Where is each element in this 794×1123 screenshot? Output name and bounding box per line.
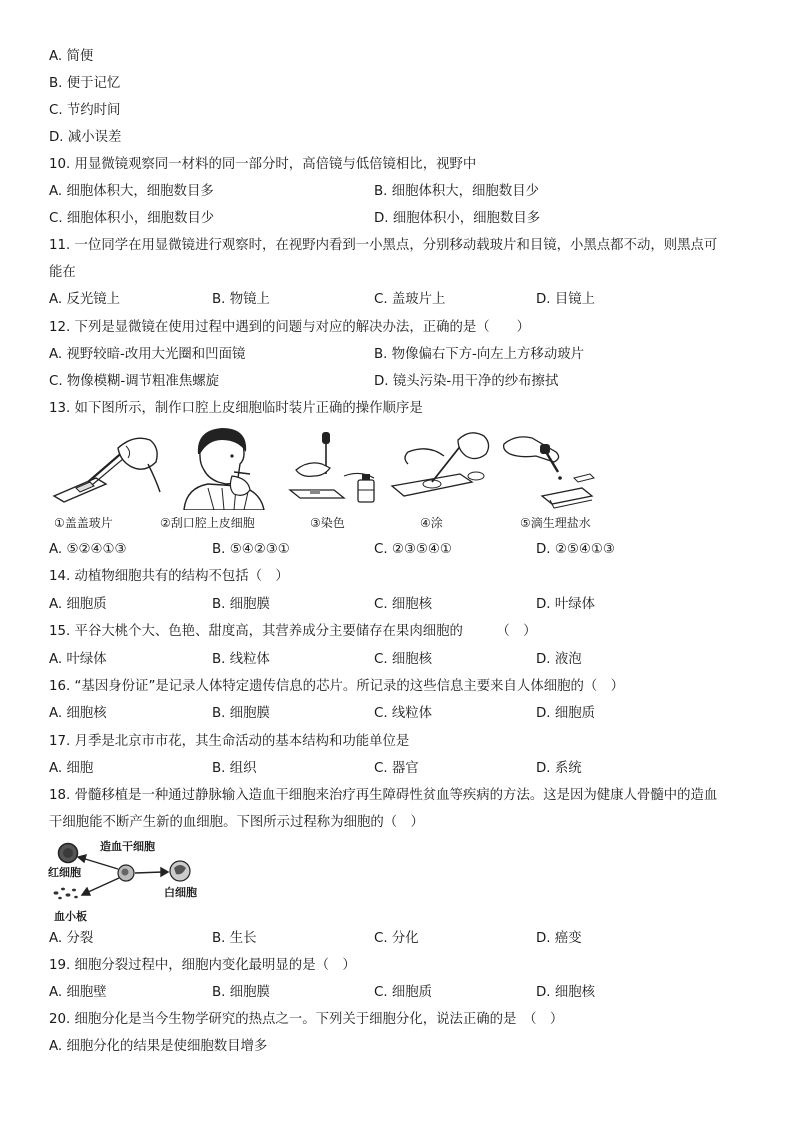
staining-illustration (284, 430, 384, 510)
q10-option-b: B. 细胞体积大，细胞数目少 (374, 184, 539, 199)
q18-option-a: A. 分裂 (49, 931, 94, 946)
option-c: C. 节约时间 (49, 103, 121, 118)
figure-caption-1: ①盖盖玻片 (54, 516, 113, 530)
blood-cell-differentiation-figure (46, 838, 216, 924)
question-18-stem-cont: 干细胞能不断产生新的血细胞。下图所示过程称为细胞的（ ） (49, 815, 424, 830)
q12-option-d: D. 镜头污染-用干净的纱布擦拭 (374, 374, 559, 389)
slide-procedure-figure (48, 426, 608, 530)
q18-option-d: D. 癌变 (536, 931, 582, 946)
q14-option-d: D. 叶绿体 (536, 597, 595, 612)
question-10-stem: 10. 用显微镜观察同一材料的同一部分时，高倍镜与低倍镜相比，视野中 (49, 157, 477, 172)
cover-slip-illustration (48, 430, 166, 510)
q11-option-d: D. 目镜上 (536, 292, 595, 307)
red-cell-label: 红细胞 (48, 866, 81, 879)
q15-option-c: C. 细胞核 (374, 652, 433, 667)
question-14-stem: 14. 动植物细胞共有的结构不包括（ ） (49, 569, 289, 584)
q14-option-c: C. 细胞核 (374, 597, 433, 612)
option-d: D. 减小误差 (49, 130, 122, 145)
question-18-stem: 18. 骨髓移植是一种通过静脉输入造血干细胞来治疗再生障碍性贫血等疾病的方法。这是因为健康人骨髓中的造血 (49, 788, 718, 803)
q10-option-c: C. 细胞体积小，细胞数目少 (49, 211, 215, 226)
q17-option-c: C. 器官 (374, 761, 419, 776)
option-b: B. 便于记忆 (49, 76, 121, 91)
cheek-scraping-illustration (178, 426, 268, 510)
q19-option-c: C. 细胞质 (374, 985, 433, 1000)
smearing-illustration (388, 430, 498, 510)
q19-option-b: B. 细胞膜 (212, 985, 270, 1000)
q10-option-a: A. 细胞体积大，细胞数目多 (49, 184, 214, 199)
q18-option-b: B. 生长 (212, 931, 257, 946)
q20-option-a: A. 细胞分化的结果是使细胞数目增多 (49, 1039, 268, 1054)
q16-option-d: D. 细胞质 (536, 706, 595, 721)
question-13-stem: 13. 如下图所示，制作口腔上皮细胞临时装片正确的操作顺序是 (49, 401, 423, 416)
q12-option-c: C. 物像模糊-调节粗准焦螺旋 (49, 374, 219, 389)
q16-option-a: A. 细胞核 (49, 706, 107, 721)
q17-option-b: B. 组织 (212, 761, 257, 776)
q16-option-c: C. 线粒体 (374, 706, 433, 721)
q17-option-a: A. 细胞 (49, 761, 94, 776)
q10-option-d: D. 细胞体积小，细胞数目多 (374, 211, 541, 226)
platelet-label: 血小板 (54, 910, 87, 923)
figure-caption-2: ②刮口腔上皮细胞 (160, 516, 255, 530)
q15-option-b: B. 线粒体 (212, 652, 270, 667)
q16-option-b: B. 细胞膜 (212, 706, 270, 721)
q13-option-d: D. ②⑤④①③ (536, 542, 615, 557)
platelet-icon (54, 888, 78, 900)
question-11-stem-cont: 能在 (49, 265, 76, 280)
q11-option-c: C. 盖玻片上 (374, 292, 446, 307)
figure-caption-4: ④涂 (420, 516, 443, 530)
question-20-stem: 20. 细胞分化是当今生物学研究的热点之一。下列关于细胞分化，说法正确的是 （ ） (49, 1012, 564, 1027)
q13-option-a: A. ⑤②④①③ (49, 542, 127, 557)
figure-caption-5: ⑤滴生理盐水 (520, 516, 591, 530)
q12-option-a: A. 视野较暗-改用大光圈和凹面镜 (49, 347, 246, 362)
q15-option-d: D. 液泡 (536, 652, 582, 667)
question-12-stem: 12. 下列是显微镜在使用过程中遇到的问题与对应的解决办法，正确的是（ ） (49, 320, 530, 335)
question-16-stem: 16. “基因身份证”是记录人体特定遗传信息的芯片。所记录的这些信息主要来自人体细胞的（ ） (49, 679, 625, 694)
white-cell-label: 白细胞 (164, 886, 197, 899)
q13-option-b: B. ⑤④②③① (212, 542, 290, 557)
q14-option-b: B. 细胞膜 (212, 597, 270, 612)
option-a: A. 简便 (49, 49, 94, 64)
q12-option-b: B. 物像偏右下方-向左上方移动玻片 (374, 347, 584, 362)
q15-option-a: A. 叶绿体 (49, 652, 107, 667)
q11-option-a: A. 反光镜上 (49, 292, 120, 307)
stem-cell-label: 造血干细胞 (100, 840, 155, 853)
q11-option-b: B. 物镜上 (212, 292, 270, 307)
q17-option-d: D. 系统 (536, 761, 582, 776)
q14-option-a: A. 细胞质 (49, 597, 107, 612)
question-17-stem: 17. 月季是北京市市花，其生命活动的基本结构和功能单位是 (49, 734, 410, 749)
question-19-stem: 19. 细胞分裂过程中，细胞内变化最明显的是（ ） (49, 958, 356, 973)
question-15-stem: 15. 平谷大桃个大、色艳、甜度高，其营养成分主要储存在果肉细胞的 （ ） (49, 624, 537, 639)
q13-option-c: C. ②③⑤④① (374, 542, 452, 557)
saline-drop-illustration (496, 430, 606, 510)
question-11-stem: 11. 一位同学在用显微镜进行观察时，在视野内看到一小黑点，分别移动载玻片和目镜，小黑点都不动，则黑点可 (49, 238, 718, 253)
q18-option-c: C. 分化 (374, 931, 419, 946)
q19-option-d: D. 细胞核 (536, 985, 595, 1000)
q19-option-a: A. 细胞壁 (49, 985, 107, 1000)
figure-caption-3: ③染色 (310, 516, 345, 530)
